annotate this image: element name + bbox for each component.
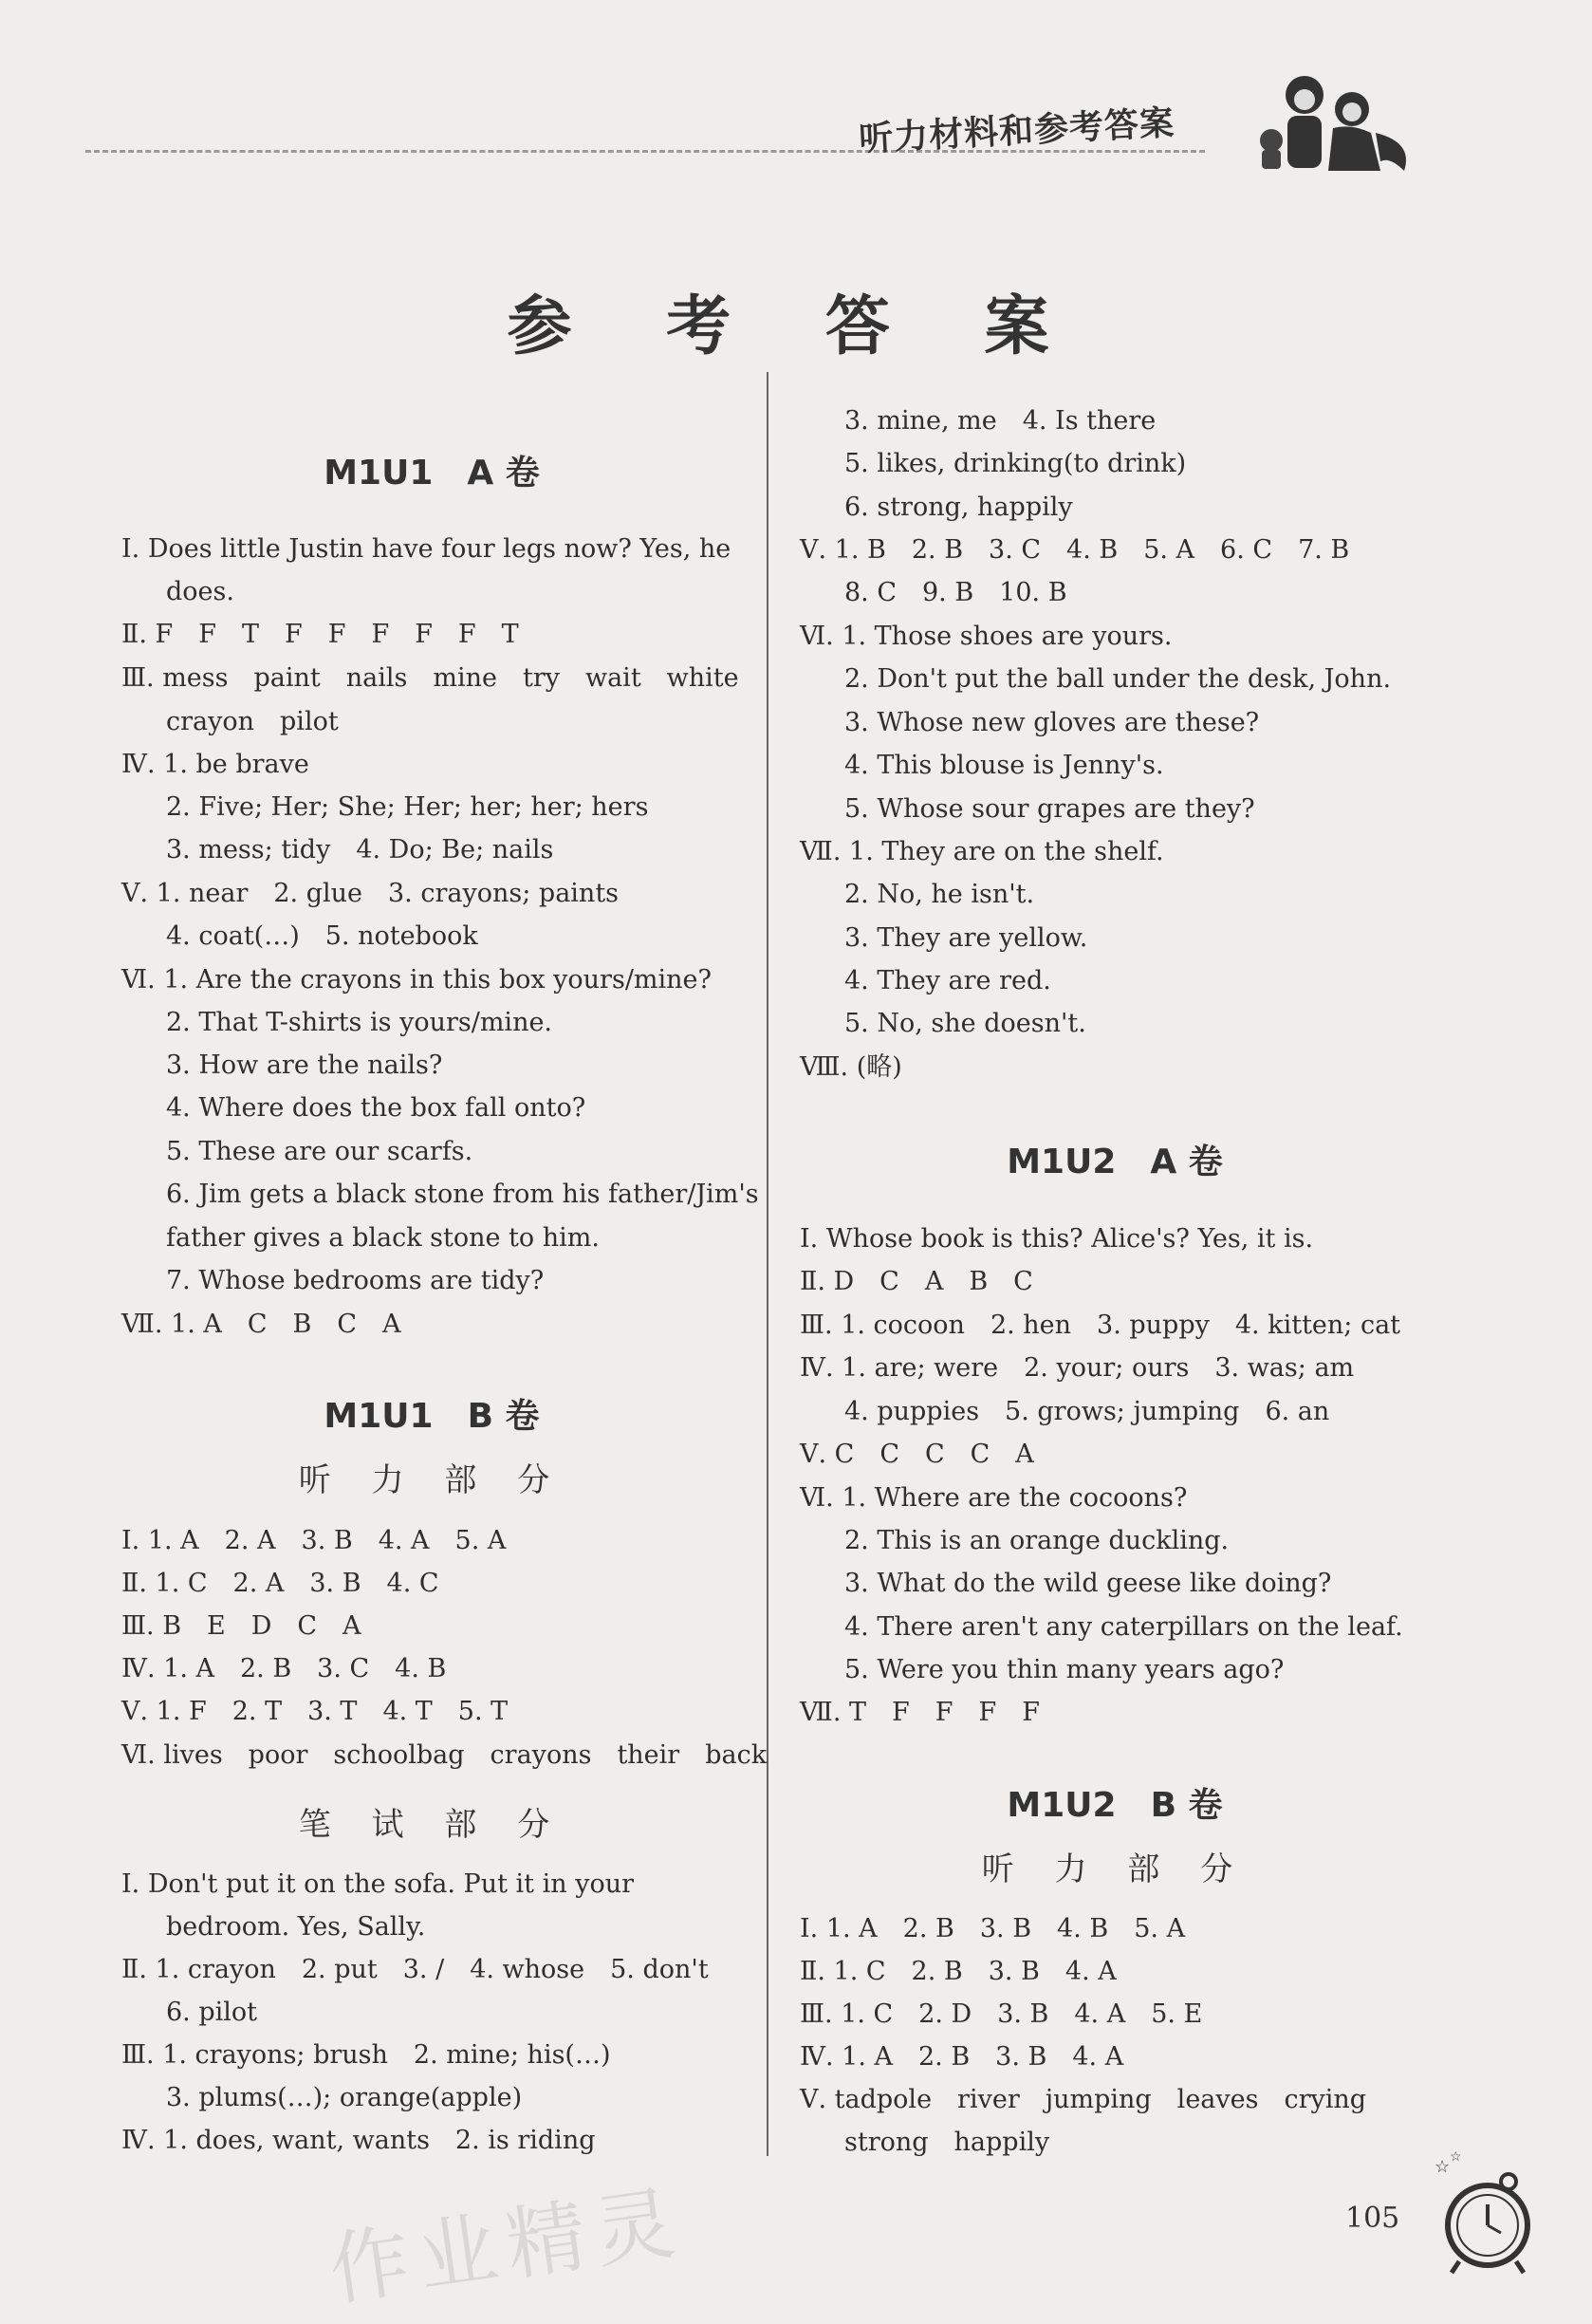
- page-title: 参 考 答 案: [507, 289, 1085, 364]
- answer-line: Ⅵ. 1. Where are the cocoons?: [800, 1483, 1188, 1513]
- cartoon-children-icon: [1248, 57, 1418, 180]
- answer-line: 3. mess; tidy 4. Do; Be; nails: [166, 835, 554, 865]
- answer-line: Ⅶ. T F F F F: [800, 1698, 1040, 1727]
- answer-line: 5. Were you thin many years ago?: [844, 1655, 1285, 1684]
- answer-line: Ⅶ. 1. A C B C A: [121, 1310, 401, 1339]
- answer-line: Ⅰ. 1. A 2. B 3. B 4. B 5. A: [800, 1914, 1186, 1943]
- answer-line: 4. This blouse is Jenny's.: [844, 751, 1164, 780]
- answer-line: Ⅴ. tadpole river jumping leaves crying: [800, 2085, 1367, 2114]
- answer-line: Ⅲ. 1. crayons; brush 2. mine; his(…): [121, 2040, 611, 2070]
- watermark: 作业精灵: [323, 2175, 690, 2317]
- answer-line: Ⅳ. 1. are; were 2. your; ours 3. was; am: [800, 1353, 1355, 1383]
- header-title: 听力材料和参考答案: [858, 103, 1176, 159]
- answer-line: 2. That T-shirts is yours/mine.: [166, 1008, 553, 1037]
- answer-line: 7. Whose bedrooms are tidy?: [166, 1266, 545, 1295]
- answer-line: Ⅴ. 1. B 2. B 3. C 4. B 5. A 6. C 7. B: [800, 535, 1350, 565]
- subsection-listening: 听 力 部 分: [298, 1461, 565, 1499]
- answer-line: crayon pilot: [166, 707, 339, 736]
- answer-line: 2. Five; Her; She; Her; her; her; hers: [166, 792, 649, 822]
- answer-line: 2. Don't put the ball under the desk, John.: [844, 664, 1392, 694]
- answer-line: Ⅴ. C C C C A: [800, 1440, 1034, 1469]
- answer-line: does.: [166, 577, 234, 606]
- answer-line: Ⅷ. (略): [800, 1052, 902, 1082]
- answer-line: 3. What do the wild geese like doing?: [844, 1569, 1332, 1598]
- page-number: 105: [1345, 2202, 1400, 2235]
- answer-line: 2. This is an orange duckling.: [844, 1526, 1230, 1555]
- answer-line: Ⅳ. 1. be brave: [121, 750, 309, 779]
- column-divider: [767, 372, 768, 2156]
- answer-line: 6. Jim gets a black stone from his father/Jim's: [166, 1180, 759, 1209]
- answer-line: Ⅲ. 1. cocoon 2. hen 3. puppy 4. kitten; cat: [800, 1311, 1401, 1340]
- answer-line: strong happily: [844, 2128, 1050, 2157]
- answer-line: Ⅲ. 1. C 2. D 3. B 4. A 5. E: [800, 1999, 1203, 2029]
- svg-text:☆: ☆: [1450, 2149, 1462, 2165]
- answer-line: 6. strong, happily: [844, 493, 1073, 522]
- answer-line: Ⅲ. B E D C A: [121, 1611, 361, 1641]
- answer-line: 4. There aren't any caterpillars on the leaf.: [844, 1612, 1403, 1642]
- answer-line: 3. They are yellow.: [844, 923, 1088, 953]
- answer-line: Ⅱ. D C A B C: [800, 1267, 1033, 1296]
- answer-line: Ⅰ. Does little Justin have four legs now? Yes, he: [121, 534, 731, 564]
- answer-line: Ⅱ. 1. crayon 2. put 3. / 4. whose 5. don't: [121, 1955, 709, 1984]
- answer-line: 3. How are the nails?: [166, 1050, 443, 1080]
- answer-line: Ⅵ. 1. Are the crayons in this box yours/mine?: [121, 965, 713, 995]
- alarm-clock-icon: [1431, 2149, 1540, 2278]
- section-title-m1u2-b: M1U2 B 卷: [1007, 1786, 1223, 1825]
- subsection-written: 笔 试 部 分: [298, 1806, 565, 1844]
- answer-line: 3. plums(…); orange(apple): [166, 2083, 523, 2112]
- answer-line: Ⅱ. 1. C 2. A 3. B 4. C: [121, 1569, 439, 1598]
- answer-line: father gives a black stone to him.: [166, 1223, 600, 1253]
- answer-line: 5. Whose sour grapes are they?: [844, 794, 1255, 824]
- answer-line: Ⅰ. 1. A 2. A 3. B 4. A 5. A: [121, 1526, 507, 1555]
- answer-line: 2. No, he isn't.: [844, 880, 1035, 909]
- answer-line: Ⅱ. F F T F F F F F T: [121, 620, 519, 649]
- answer-line: 5. likes, drinking(to drink): [844, 449, 1187, 478]
- answer-line: Ⅳ. 1. does, want, wants 2. is riding: [121, 2126, 596, 2155]
- answer-line: Ⅳ. 1. A 2. B 3. B 4. A: [800, 2042, 1124, 2072]
- answer-line: 8. C 9. B 10. B: [844, 578, 1067, 607]
- section-title-m1u1-b: M1U1 B 卷: [324, 1397, 540, 1436]
- answer-line: Ⅵ. 1. Those shoes are yours.: [800, 622, 1173, 651]
- section-title-m1u1-a: M1U1 A 卷: [324, 454, 540, 493]
- answer-line: Ⅲ. mess paint nails mine try wait white: [121, 663, 739, 693]
- answer-line: 5. No, she doesn't.: [844, 1009, 1086, 1038]
- answer-line: 6. pilot: [166, 1998, 258, 2027]
- answer-line: 4. coat(…) 5. notebook: [166, 921, 478, 951]
- answer-line: Ⅰ. Whose book is this? Alice's? Yes, it is.: [800, 1224, 1314, 1254]
- answer-line: 4. They are red.: [844, 966, 1051, 995]
- answer-line: 4. Where does the box fall onto?: [166, 1093, 586, 1123]
- section-title-m1u2-a: M1U2 A 卷: [1007, 1143, 1223, 1181]
- answer-line: bedroom. Yes, Sally.: [166, 1912, 426, 1942]
- answer-line: 4. puppies 5. grows; jumping 6. an: [844, 1397, 1330, 1426]
- answer-line: 3. Whose new gloves are these?: [844, 708, 1260, 737]
- answer-line: Ⅱ. 1. C 2. B 3. B 4. A: [800, 1957, 1117, 1986]
- answer-line: 3. mine, me 4. Is there: [844, 406, 1157, 436]
- answer-line: Ⅴ. 1. F 2. T 3. T 4. T 5. T: [121, 1697, 509, 1726]
- answer-line: Ⅵ. lives poor schoolbag crayons their back: [121, 1740, 768, 1770]
- answer-line: Ⅴ. 1. near 2. glue 3. crayons; paints: [121, 879, 620, 908]
- answer-line: 5. These are our scarfs.: [166, 1137, 473, 1166]
- svg-text:☆: ☆: [1435, 2157, 1451, 2177]
- subsection-listening: 听 力 部 分: [981, 1850, 1249, 1888]
- answer-line: Ⅶ. 1. They are on the shelf.: [800, 837, 1164, 866]
- answer-line: Ⅳ. 1. A 2. B 3. C 4. B: [121, 1654, 447, 1683]
- answer-line: Ⅰ. Don't put it on the sofa. Put it in your: [121, 1869, 635, 1899]
